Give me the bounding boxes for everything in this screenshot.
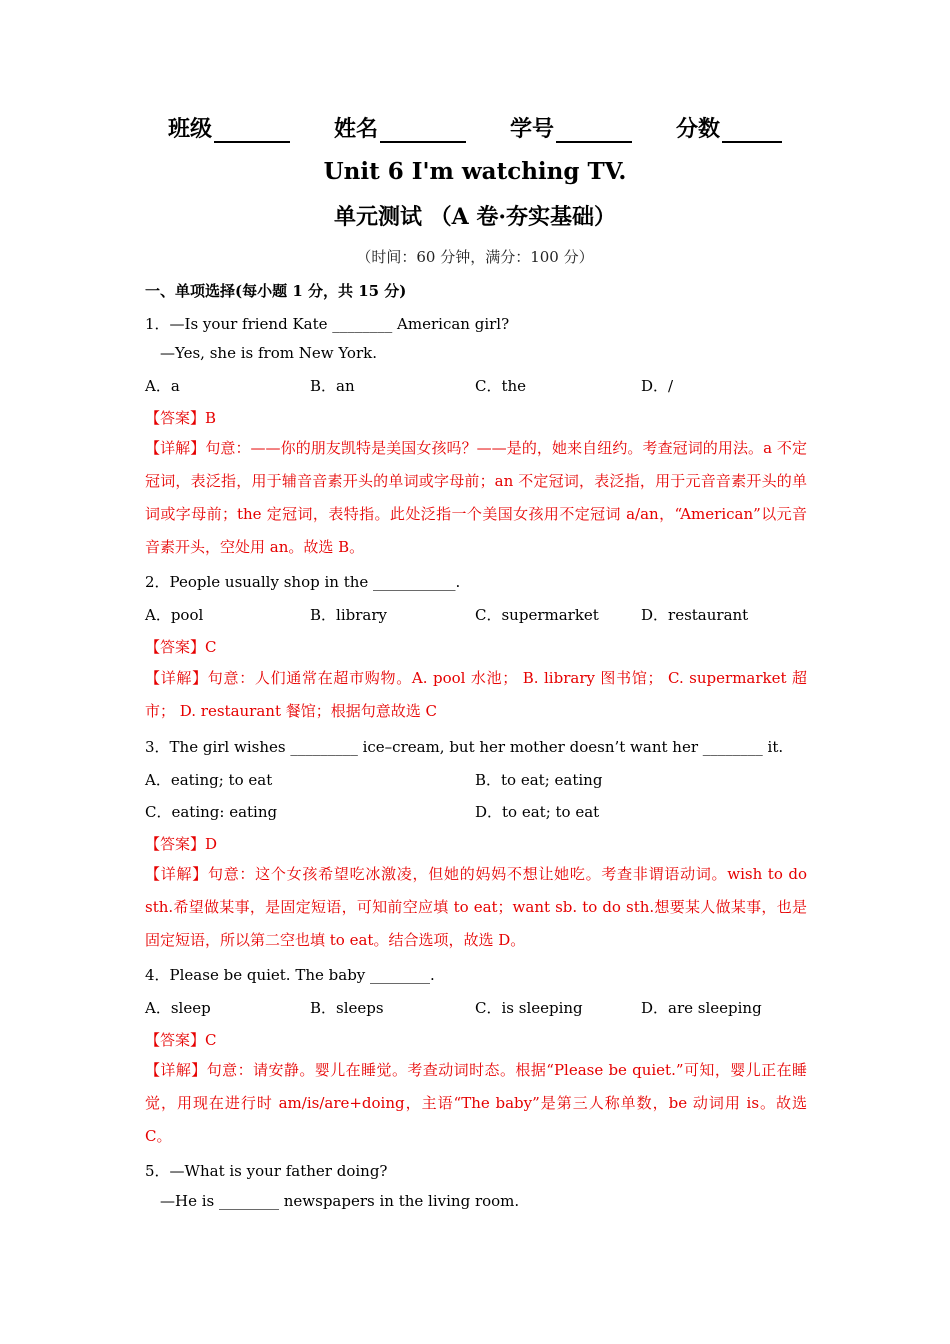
question-1-stem: 1．—Is your friend Kate ________ American girl? — [145, 315, 510, 333]
name-field — [334, 112, 466, 143]
question-5-stem: 5．—What is your father doing? — [145, 1162, 388, 1180]
question-4-stem: 4．Please be quiet. The baby ________. — [145, 966, 435, 984]
question-2-option-d: D．restaurant — [641, 606, 749, 624]
class-label: 班级 — [167, 116, 212, 142]
question-3-option-b: B．to eat; eating — [475, 771, 603, 789]
question-3-option-d: D．to eat; to eat — [475, 803, 600, 821]
student-id-field — [510, 112, 632, 143]
question-3-option-a: A．eating; to eat — [145, 771, 273, 789]
question-1-reply: —Yes, she is from New York. — [160, 344, 377, 362]
question-2-stem: 2．People usually shop in the ___________. — [145, 573, 461, 591]
score-blank — [722, 119, 782, 143]
question-4-detail: 【详解】句意：请安静。婴儿在睡觉。考查动词时态。根据“Please be quiet.”可知，婴儿正在睡觉，用现在进行时 am/is/are+doing，主语“The baby”是第三人称单数，be 动词用 is。故选 C。 — [145, 1061, 807, 1145]
test-subtitle: 单元测试 （A 卷·夯实基础） — [333, 204, 617, 230]
question-1-detail: 【详解】句意：——你的朋友凯特是美国女孩吗？——是的，她来自纽约。考查冠词的用法。a 不定冠词，表泛指，用于辅音音素开头的单词或字母前；an 不定冠词，表泛指，用于元音音素开头的单词或字母前；the 定冠词，表特指。此处泛指一个美国女孩用不定冠词 a/an，“American”以元音音素开头，空处用 an。故选 B。 — [145, 439, 807, 556]
name-blank — [380, 119, 466, 143]
score-field — [676, 112, 782, 143]
name-label: 姓名 — [333, 116, 378, 142]
question-3-detail: 【详解】句意：这个女孩希望吃冰激凌，但她的妈妈不想让她吃。考查非谓语动词。wish to do sth.希望做某事，是固定短语，可知前空应填 to eat；want sb. to do sth.想要某人做某事，也是固定短语，所以第二空也填 to eat。结合选项，故选 D。 — [145, 865, 807, 949]
question-3-stem: 3．The girl wishes _________ ice–cream, but her mother doesn’t want her ________ it. — [145, 738, 784, 756]
question-1-option-a: A．a — [145, 377, 180, 395]
question-4-option-c: C．is sleeping — [475, 999, 583, 1017]
unit-title: Unit 6 I'm watching TV. — [323, 158, 627, 185]
question-1-answer: 【答案】B — [145, 409, 217, 427]
question-2-option-a: A．pool — [145, 606, 204, 624]
question-2-option-b: B．library — [310, 606, 387, 624]
question-4-option-d: D．are sleeping — [641, 999, 762, 1017]
question-5-reply: —He is ________ newspapers in the living room. — [160, 1192, 520, 1210]
test-info: （时间：60 分钟，满分：100 分） — [356, 248, 594, 266]
question-2-option-c: C．supermarket — [475, 606, 599, 624]
student-id-label: 学号 — [510, 116, 555, 142]
question-4-option-a: A．sleep — [145, 999, 211, 1017]
question-2-answer: 【答案】C — [145, 638, 217, 656]
question-1-option-d: D．/ — [641, 377, 674, 395]
question-3-option-c: C．eating: eating — [145, 803, 278, 821]
score-label: 分数 — [676, 116, 721, 142]
section-title: 一、单项选择(每小题 1 分，共 15 分) — [145, 282, 407, 300]
question-1-option-c: C．the — [475, 377, 527, 395]
question-2-detail: 【详解】句意：人们通常在超市购物。A. pool 水池； B. library 图书馆； C. supermarket 超市； D. restaurant 餐馆；根据句意故选 C — [145, 669, 807, 720]
question-3-answer: 【答案】D — [145, 835, 218, 853]
student-id-blank — [556, 119, 632, 143]
question-1-option-b: B．an — [310, 377, 355, 395]
student-info-header — [0, 112, 950, 143]
question-4-answer: 【答案】C — [145, 1031, 217, 1049]
question-4-option-b: B．sleeps — [310, 999, 384, 1017]
class-field — [168, 112, 290, 143]
class-blank — [214, 119, 290, 143]
